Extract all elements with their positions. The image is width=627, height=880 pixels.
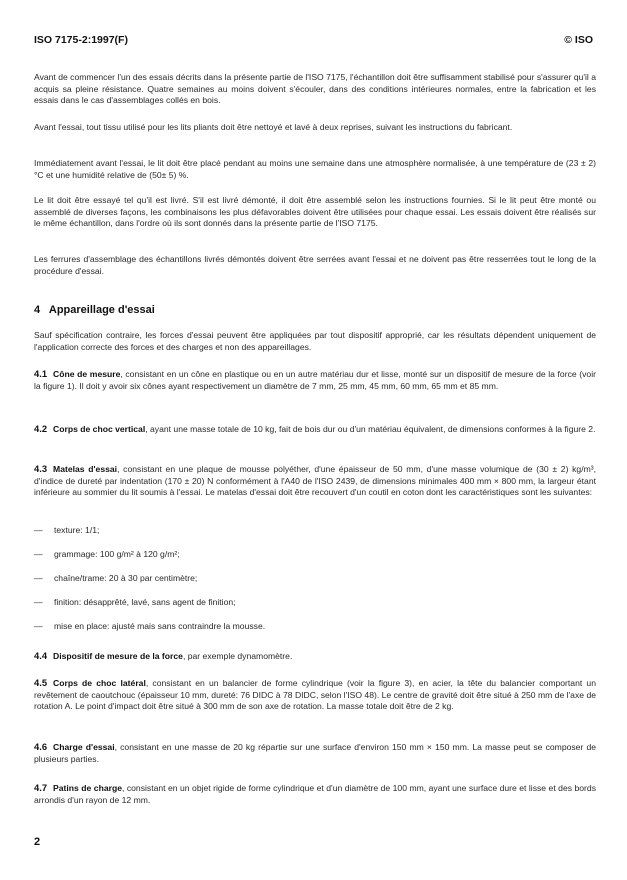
- clause-text: , ayant une masse totale de 10 kg, fait de bois dur ou d'un matériau équivalent, de dimensions conformes à la figure 2.: [145, 424, 596, 434]
- clause-term: Corps de choc latéral: [53, 678, 146, 688]
- paragraph-text: Sauf spécification contraire, les forces d'essai peuvent être appliquées par tout dispositif approprié, car les résultats dépendent uniquement de l'application correcte des forces et des charges et non des appareillages.: [34, 330, 596, 352]
- list-item: [34, 549, 180, 559]
- clause-number: 4.1: [34, 368, 48, 379]
- clause-4-6: [34, 741, 596, 765]
- list-item: [34, 525, 99, 535]
- clause-number: 4.2: [34, 423, 48, 434]
- list-item-text: mise en place: ajusté mais sans contraindre la mousse.: [54, 621, 266, 631]
- paragraph-text: Avant de commencer l'un des essais décrits dans la présente partie de l'ISO 7175, l'échantillon doit être suffisamment stabilisé pour s'assurer qu'il a acquis sa pleine résistance. Quatre semaines au moins doivent s'écouler, dans des conditions intérieures normales, entre la fabrication et les essais dans le cas d'assemblages collés en bois.: [34, 72, 597, 106]
- clause-number: 4.4: [34, 650, 48, 661]
- list-dash: —: [34, 597, 43, 607]
- list-dash: —: [34, 621, 43, 631]
- clause-text: , consistant en un cône en plastique ou en un autre matériau dur et lisse, monté sur un dispositif de mesure de la force (voir la figure 1). Il doit y avoir six cônes ayant respectivement un diamètre de 7 mm, 25 mm, 45 mm, 60 mm, 65 mm et 85 mm.: [34, 369, 596, 391]
- clause-4-4: [34, 650, 596, 663]
- section-heading: [34, 304, 155, 316]
- clause-term: Dispositif de mesure de la force: [53, 651, 183, 661]
- list-item-text: chaîne/trame: 20 à 30 par centimètre;: [54, 573, 198, 583]
- clause-text: , consistant en une masse de 20 kg répartie sur une surface d'environ 150 mm × 150 mm. La masse peut se composer de plusieurs parties.: [34, 742, 597, 764]
- clause-number: 4.7: [34, 782, 48, 793]
- clause-4-2: [34, 423, 596, 436]
- paragraph-text: Le lit doit être essayé tel qu'il est livré. S'il est livré démonté, il doit être assemblé selon les instructions fournies. Si le lit peut être monté ou assemblé de diverses façons, les combinaisons les plus défavorables doivent être utilisées pour chaque essai. Les essais doivent être réalisés sur le même échantillon, dans l'ordre où ils sont donnés dans la présente partie de l'ISO 7175.: [34, 195, 596, 229]
- clause-text: , consistant en un balancier de forme cylindrique (voir la figure 3), en acier, la tête du balancier comportant un revêtement de caoutchouc (épaisseur 10 mm, dureté: 76 DIDC à 78 DIDC, selon l'ISO 48). Le centre de gravité doit être situé à 250 mm de l'axe de rotation A. Le point d'impact doit être situé à 300 mm de son axe de rotation. La masse totale doit être de 2 kg.: [34, 678, 596, 712]
- clause-text: , consistant en un objet rigide de forme cylindrique et d'un diamètre de 100 mm, ayant une surface dure et lisse et des bords arrondis d'un rayon de 12 mm.: [34, 783, 596, 805]
- list-item-text: grammage: 100 g/m² à 120 g/m²;: [54, 549, 180, 559]
- section-number: 4: [34, 304, 41, 316]
- intro-paragraph: [34, 195, 596, 230]
- paragraph-text: Immédiatement avant l'essai, le lit doit être placé pendant au moins une semaine dans une atmosphère normalisée, à une température de (23 ± 2)°C et une humidité relative de (50± 5) %.: [34, 158, 596, 180]
- clause-text: , consistant en une plaque de mousse polyéther, d'une épaisseur de 50 mm, d'une masse volumique de (30 ± 2) kg/m³, d'indice de dureté par indentation (170 ± 20) N conformément à l'A40 de l'ISO 2439, de dimensions minimales 400 mm × 800 mm, la largeur étant inférieure au sommier du lit soumis à l'essai. Le matelas d'essai doit être recouvert d'un coutil en coton dont les caractéristiques sont les suivantes:: [34, 464, 596, 498]
- list-item-text: texture: 1/1;: [54, 525, 100, 535]
- list-item: [34, 573, 197, 583]
- paragraph-text: Les ferrures d'assemblage des échantillons livrés démontés doivent être serrées avant l'essai et ne doivent pas être resserrées tout le long de la procédure d'essai.: [34, 254, 596, 276]
- clause-4-5: [34, 677, 596, 713]
- clause-term: Cône de mesure: [53, 369, 121, 379]
- intro-paragraph: [34, 254, 596, 277]
- clause-4-1: [34, 368, 596, 392]
- list-dash: —: [34, 573, 43, 583]
- clause-term: Charge d'essai: [53, 742, 115, 752]
- clause-number: 4.3: [34, 463, 48, 474]
- list-dash: —: [34, 549, 43, 559]
- section-title: Appareillage d'essai: [48, 304, 155, 316]
- clause-term: Corps de choc vertical: [53, 424, 146, 434]
- list-item-text: finition: désapprêté, lavé, sans agent de finition;: [54, 597, 236, 607]
- document-id: ISO 7175-2:1997(F): [34, 34, 128, 46]
- list-dash: —: [34, 525, 43, 535]
- paragraph-text: Avant l'essai, tout tissu utilisé pour les lits pliants doit être nettoyé et lavé à deux reprises, suivant les instructions du fabricant.: [34, 122, 513, 132]
- clause-term: Matelas d'essai: [53, 464, 118, 474]
- page-number: 2: [34, 836, 41, 848]
- clause-number: 4.5: [34, 677, 48, 688]
- intro-paragraph: [34, 122, 596, 134]
- list-item: [34, 621, 265, 631]
- clause-4-3: [34, 463, 596, 499]
- intro-paragraph: [34, 72, 596, 107]
- clause-term: Patins de charge: [53, 783, 122, 793]
- clause-text: , par exemple dynamomètre.: [182, 651, 293, 661]
- intro-paragraph: [34, 158, 596, 181]
- list-item: [34, 597, 236, 607]
- clause-number: 4.6: [34, 741, 48, 752]
- clause-4-7: [34, 782, 596, 806]
- copyright-mark: © ISO: [564, 34, 593, 46]
- section-intro: [34, 330, 596, 353]
